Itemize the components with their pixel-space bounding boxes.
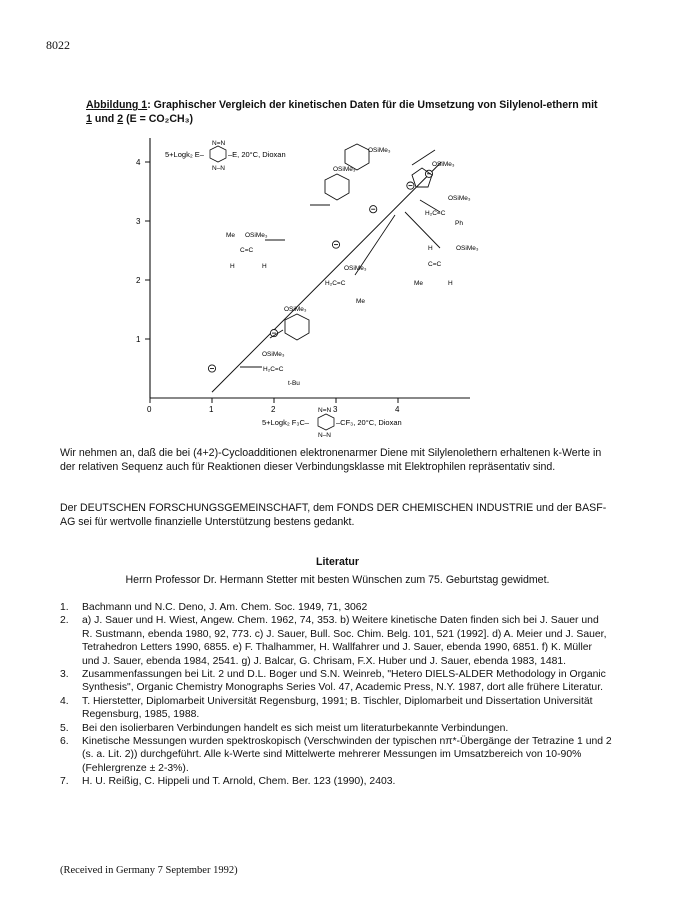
dedication: Herrn Professor Dr. Hermann Stetter mit besten Wünschen zum 75. Geburtstag gewidmet. <box>125 574 550 586</box>
structure-labels <box>226 147 479 387</box>
reference-item: 3. Zusammenfassungen bei Lit. 2 und D.L. Boger und S.N. Weinreb, "Hetero DIELS-ALDER Methodology in Organic Synthesis", Organic Chemistry Monographs Series Vol. 47, Academic Press, N.Y. 1987, dort alle frühere Literatur. <box>60 669 606 694</box>
svg-text:Me: Me <box>414 280 424 287</box>
caption-text: : Graphischer Vergleich der kinetischen Daten für die Umsetzung von Silylenol-ethern mit <box>147 99 598 111</box>
data-point <box>407 182 414 189</box>
data-point <box>208 365 215 372</box>
svg-text:H₂C=C: H₂C=C <box>325 280 346 287</box>
reference-item: 5. Bei den isolierbaren Verbindungen handelt es sich meist um literaturbekannte Verbindungen. <box>60 722 509 734</box>
reference-item: 1. Bachmann und N.C. Deno, J. Am. Chem. Soc. 1949, 71, 3062 <box>60 602 368 613</box>
kinetic-comparison-chart <box>0 0 675 440</box>
caption-label: Abbildung 1 <box>86 99 148 111</box>
reference-item: 2. a) J. Sauer und H. Wiest, Angew. Chem. 1962, 74, 353. b) Weitere kinetische Daten finden sich bei J. Sauer und R. Sustmann, ebenda 1980, 92, 773. c) J. Sauer, Bull. Soc. Chim. Belg. 101, 521 (1992]. d) A. Meier und J. Sauer, Tetrahedron Letters 1990, 6855. e) F. Thalhammer, H. Wallfahrer und J. Sauer, ebenda 1990, 6851. f) K. Müller und J. Sauer, ebenda 1984, 2541. g) J. Balcar, G. Chrisam, F.X. Huber und J. Sauer, ebenda 1983, 1481. <box>60 615 607 667</box>
data-point <box>332 241 339 248</box>
y-tick-label: 4 <box>136 158 141 167</box>
data-point <box>370 206 377 213</box>
svg-text:Me: Me <box>356 298 366 305</box>
data-points <box>208 170 432 372</box>
y-ticks <box>136 158 150 344</box>
x-tick-label: 2 <box>271 405 276 414</box>
svg-text:Me: Me <box>226 232 236 239</box>
svg-text:OSiMe₃: OSiMe₃ <box>245 232 268 239</box>
reference-list <box>60 601 612 789</box>
caption-mid: und <box>91 113 118 125</box>
svg-text:H: H <box>230 263 235 270</box>
y-tick-label: 1 <box>136 335 141 344</box>
svg-text:OSiMe₃: OSiMe₃ <box>368 147 391 154</box>
page-number: 8022 <box>46 38 70 52</box>
tetrazine-x-icon <box>318 407 334 439</box>
svg-text:OSiMe₃: OSiMe₃ <box>432 161 455 168</box>
x-tick-label: 1 <box>209 405 214 414</box>
compound-1-ref: 1 <box>86 113 92 125</box>
y-axis-label-rest: –E, 20°C, Dioxan <box>228 150 286 159</box>
reference-item: 4. T. Hierstetter, Diplomarbeit Universität Regensburg, 1991; B. Tischler, Diplomarbeit und Dissertation Universität Regensburg, 1985, 1988. <box>60 695 593 721</box>
svg-text:N=N: N=N <box>318 407 332 414</box>
y-tick-label: 2 <box>136 276 141 285</box>
svg-text:H: H <box>262 263 267 270</box>
received-date: (Received in Germany 7 September 1992) <box>60 865 238 876</box>
svg-text:N=N: N=N <box>212 140 226 147</box>
y-tick-label: 3 <box>136 217 141 226</box>
svg-text:OSiMe₃: OSiMe₃ <box>456 245 479 252</box>
svg-text:H: H <box>428 245 433 252</box>
svg-text:N–N: N–N <box>318 432 332 439</box>
x-axis-label-rest: –CF₃, 20°C, Dioxan <box>336 418 402 427</box>
svg-text:Ph: Ph <box>455 220 463 227</box>
svg-text:OSiMe₃: OSiMe₃ <box>333 166 356 173</box>
svg-text:OSiMe₃: OSiMe₃ <box>344 265 367 272</box>
svg-text:H₂C=C: H₂C=C <box>263 366 284 373</box>
x-tick-label: 4 <box>395 405 400 414</box>
paragraph-acknowledgement: Der DEUTSCHEN FORSCHUNGSGEMEINSCHAFT, dem FONDS DER CHEMISCHEN INDUSTRIE und der BASF-AG sei für wertvolle finanzielle Unterstützung bestens gedankt. <box>60 502 607 528</box>
regression-line <box>212 162 441 392</box>
reference-item: 6. Kinetische Messungen wurden spektroskopisch (Verschwinden der typischen nπ*-Übergänge der Tetrazine 1 und 2 (s. a. Lit. 2)) durchgeführt. Alle k-Werte sind Mittelwerte mehrerer Messungen im Umsatzbereich von 10-90% (Fehlergrenze ± 2-3%). <box>60 736 612 774</box>
trend-line <box>212 162 441 392</box>
svg-text:N–N: N–N <box>212 165 226 172</box>
svg-text:C=C: C=C <box>428 261 442 268</box>
tetrazine-y-icon <box>210 140 226 172</box>
svg-text:C=C: C=C <box>240 247 254 254</box>
svg-text:H₂C=C: H₂C=C <box>425 210 446 217</box>
svg-text:OSiMe₃: OSiMe₃ <box>262 351 285 358</box>
x-tick-label: 0 <box>147 405 152 414</box>
paragraph-conclusion: Wir nehmen an, daß die bei (4+2)-Cycloadditionen elektronenarmer Diene mit Silylenolethern erhaltenen k-Werte in der relativen Sequenz auch für Reaktionen dieser Verbindungsklasse mit Elektrophilen repräsentativ sind. <box>60 447 602 473</box>
x-ticks <box>147 398 400 414</box>
caption-end: (E = CO₂CH₃) <box>123 113 194 125</box>
y-axis-label: 5+Logk₂ E– <box>165 150 204 159</box>
svg-text:t-Bu: t-Bu <box>288 380 300 387</box>
svg-text:H: H <box>448 280 453 287</box>
svg-text:OSiMe₃: OSiMe₃ <box>284 306 307 313</box>
x-axis-label: 5+Logk₂ F₃C– <box>262 418 310 427</box>
literature-heading: Literatur <box>316 556 359 568</box>
reference-item: 7. H. U. Reißig, C. Hippeli und T. Arnold, Chem. Ber. 123 (1990), 2403. <box>60 776 396 788</box>
svg-text:OSiMe₃: OSiMe₃ <box>448 195 471 202</box>
x-tick-label: 3 <box>333 405 338 414</box>
compound-2-ref: 2 <box>117 113 124 125</box>
